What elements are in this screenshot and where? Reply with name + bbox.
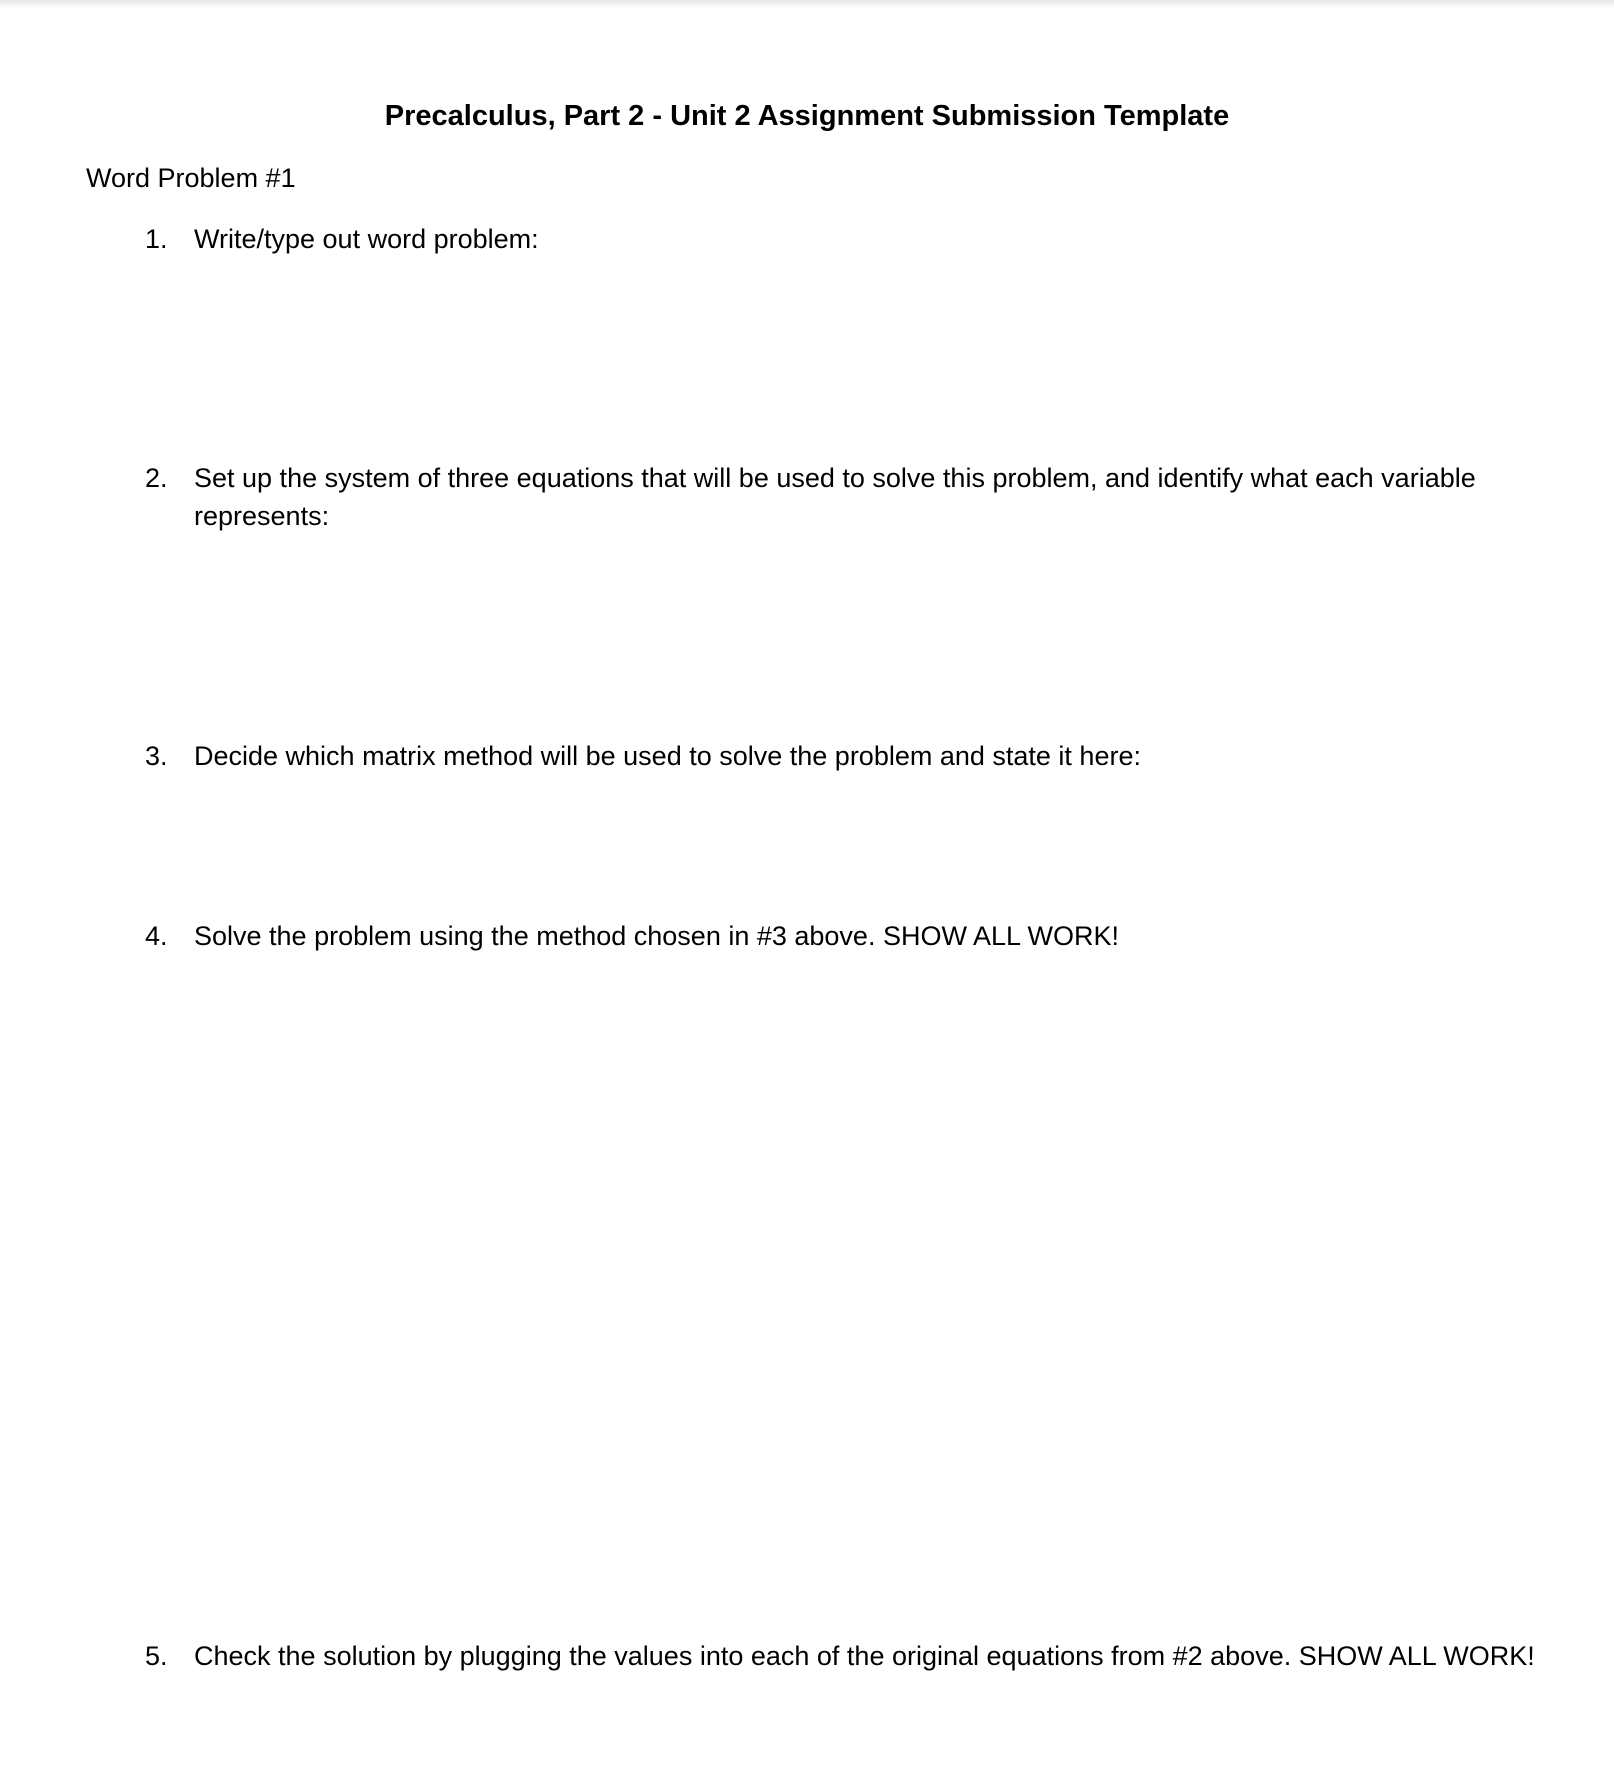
item-number: 2. [145, 463, 168, 493]
item-number: 3. [145, 741, 168, 771]
list-item-4 [145, 917, 1545, 955]
item-number: 5. [145, 1641, 168, 1671]
list-item-1 [145, 220, 1545, 258]
document-title: Precalculus, Part 2 - Unit 2 Assignment Submission Template [384, 100, 1230, 132]
list-item-5 [145, 1637, 1545, 1675]
item-number: 4. [145, 921, 168, 951]
section-heading: Word Problem #1 [86, 163, 296, 193]
list-item-2 [145, 459, 1525, 535]
item-text: Decide which matrix method will be used to solve the problem and state it here: [194, 741, 1141, 771]
list-item-3 [145, 737, 1545, 775]
item-text: Write/type out word problem: [194, 224, 539, 254]
item-text: Solve the problem using the method chosen in #3 above. SHOW ALL WORK! [194, 921, 1119, 951]
item-text: Check the solution by plugging the values into each of the original equations from #2 above. SHOW ALL WORK! [194, 1641, 1535, 1671]
item-number: 1. [145, 224, 168, 254]
item-text: Set up the system of three equations that will be used to solve this problem, and identify what each variable represents: [194, 463, 1476, 531]
